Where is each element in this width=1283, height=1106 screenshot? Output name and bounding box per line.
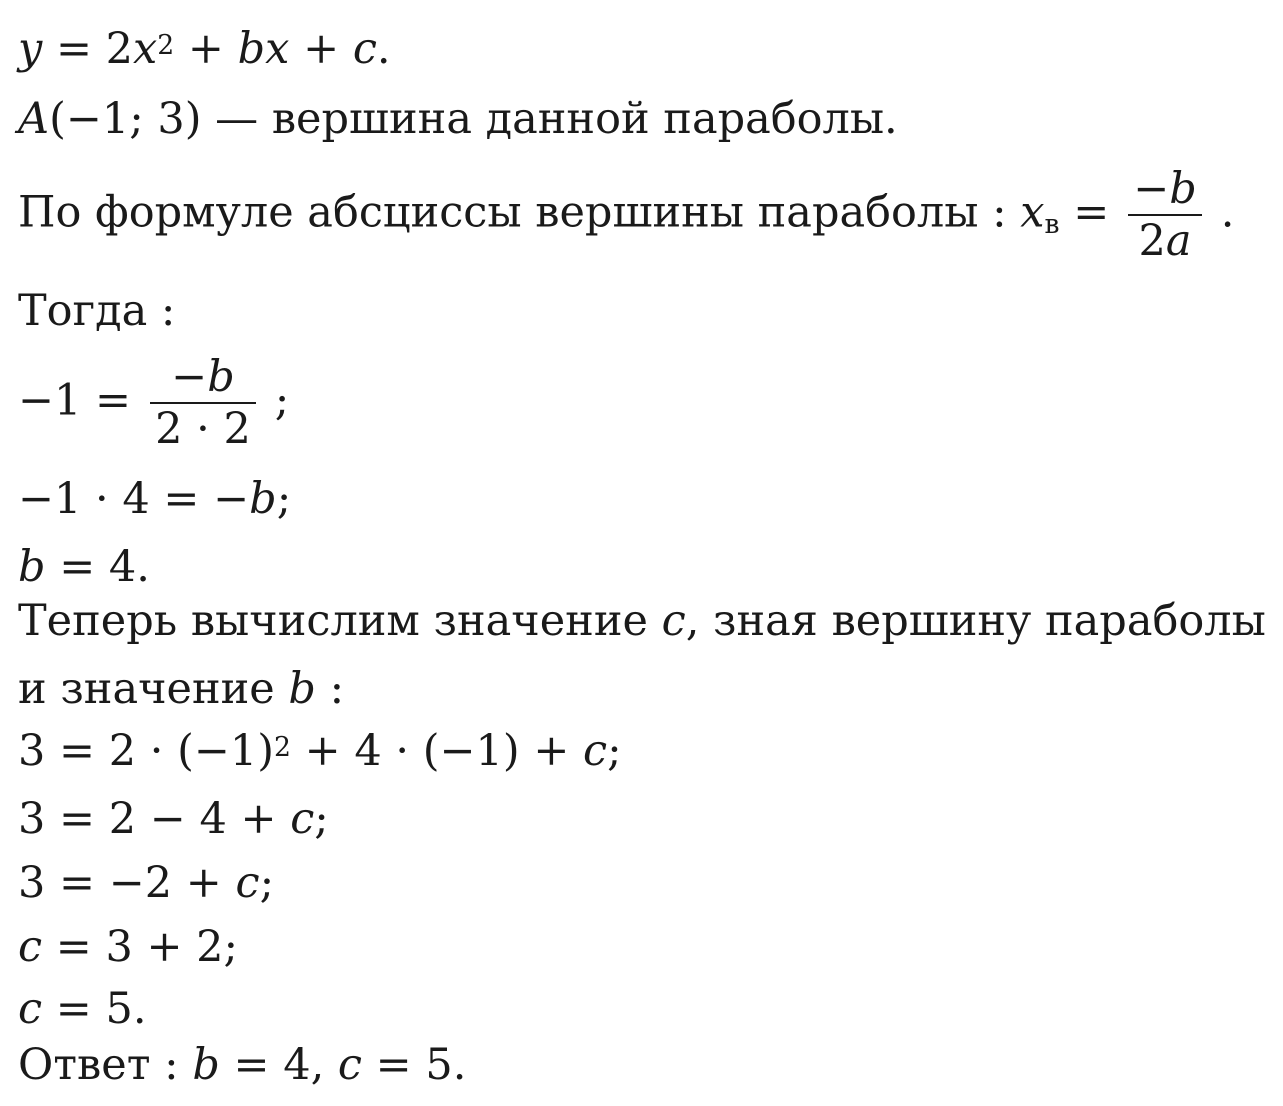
var-x: x xyxy=(133,24,158,74)
then-label xyxy=(18,286,176,336)
expr-part: + 4 · (−1) + xyxy=(291,726,584,776)
exponent: 2 xyxy=(274,731,291,763)
digit-2: 2 xyxy=(1138,215,1166,266)
var-b: b xyxy=(249,474,277,524)
expr-part: 3 = 2 − 4 + xyxy=(18,794,291,844)
semicolon: ; xyxy=(314,794,329,844)
substitute-vertex-line xyxy=(18,726,622,776)
expr-part: 3 = 2 · (−1) xyxy=(18,726,275,776)
b-result xyxy=(18,542,150,592)
semicolon: ; xyxy=(276,474,292,524)
lhs: −1 · 4 = − xyxy=(18,474,250,524)
fraction-denominator: 2 · 2 xyxy=(155,403,251,454)
period: . xyxy=(376,24,391,74)
var-c: c xyxy=(661,596,686,646)
var-b: b xyxy=(1169,164,1197,214)
formula-intro-text: По формуле абсциссы вершины параболы : xyxy=(18,187,1021,238)
var-b: b xyxy=(237,24,266,74)
fraction-numerator xyxy=(1128,164,1202,214)
then-text: Тогда : xyxy=(18,286,176,336)
lhs: −1 = xyxy=(18,375,145,426)
var-a: a xyxy=(1165,215,1192,266)
equals: = xyxy=(1059,187,1123,238)
var-b: b xyxy=(207,352,235,402)
answer-label: Ответ : xyxy=(18,1040,193,1090)
semicolon: ; xyxy=(259,858,275,908)
c-value: = 5. xyxy=(42,984,147,1034)
var-b: b xyxy=(288,664,316,714)
period: . xyxy=(1207,187,1235,238)
vertex-formula-line xyxy=(18,164,1235,266)
exponent: 2 xyxy=(157,29,175,61)
expr-part: 3 = −2 + xyxy=(18,858,236,908)
minus-sign: − xyxy=(1133,164,1170,214)
answer-b-value: = 4, xyxy=(219,1040,338,1090)
plus: + xyxy=(174,24,238,74)
intro-rest: , зная вершину параболы xyxy=(685,596,1266,646)
eq-part: = 2 xyxy=(42,24,134,74)
var-y: y xyxy=(18,24,43,74)
c-result xyxy=(18,984,147,1034)
b-value: = 4. xyxy=(45,542,150,592)
point-A: A xyxy=(18,94,50,144)
plus: + xyxy=(289,24,353,74)
minus-sign: − xyxy=(171,352,208,402)
var-x: x xyxy=(265,24,290,74)
answer-c-value: = 5. xyxy=(362,1040,467,1090)
compute-c-intro xyxy=(18,596,1266,646)
fraction-minus-b-over-2x2 xyxy=(150,352,256,454)
semicolon: ; xyxy=(607,726,622,776)
expr-part: = 3 + 2; xyxy=(42,922,239,972)
solution-document xyxy=(18,0,1278,1106)
var-c: c xyxy=(352,24,377,74)
var-b: b xyxy=(192,1040,220,1090)
semicolon: ; xyxy=(261,375,290,426)
equation-parabola xyxy=(18,24,391,74)
vertex-statement xyxy=(18,94,898,144)
var-x: x xyxy=(1020,187,1045,238)
compute-c-intro-cont xyxy=(18,664,345,714)
intro-text: Теперь вычислим значение xyxy=(18,596,662,646)
intro-text: и значение xyxy=(18,664,289,714)
var-c: c xyxy=(18,984,43,1034)
c-expression xyxy=(18,922,239,972)
var-c: c xyxy=(583,726,608,776)
simplify-line-2 xyxy=(18,858,275,908)
var-c: c xyxy=(290,794,315,844)
var-c: c xyxy=(18,922,43,972)
var-b: b xyxy=(18,542,46,592)
subscript-v: в xyxy=(1044,209,1060,241)
substitution-line xyxy=(18,352,290,454)
colon: : xyxy=(315,664,345,714)
fraction-denominator xyxy=(1133,215,1196,266)
var-c: c xyxy=(337,1040,362,1090)
multiply-line xyxy=(18,474,292,524)
vertex-coords-text: (−1; 3) — вершина данной параболы. xyxy=(49,94,898,144)
fraction-minus-b-over-2a xyxy=(1128,164,1202,266)
var-c: c xyxy=(235,858,260,908)
answer-line xyxy=(18,1040,467,1090)
simplify-line-1 xyxy=(18,794,329,844)
fraction-numerator xyxy=(166,352,240,402)
